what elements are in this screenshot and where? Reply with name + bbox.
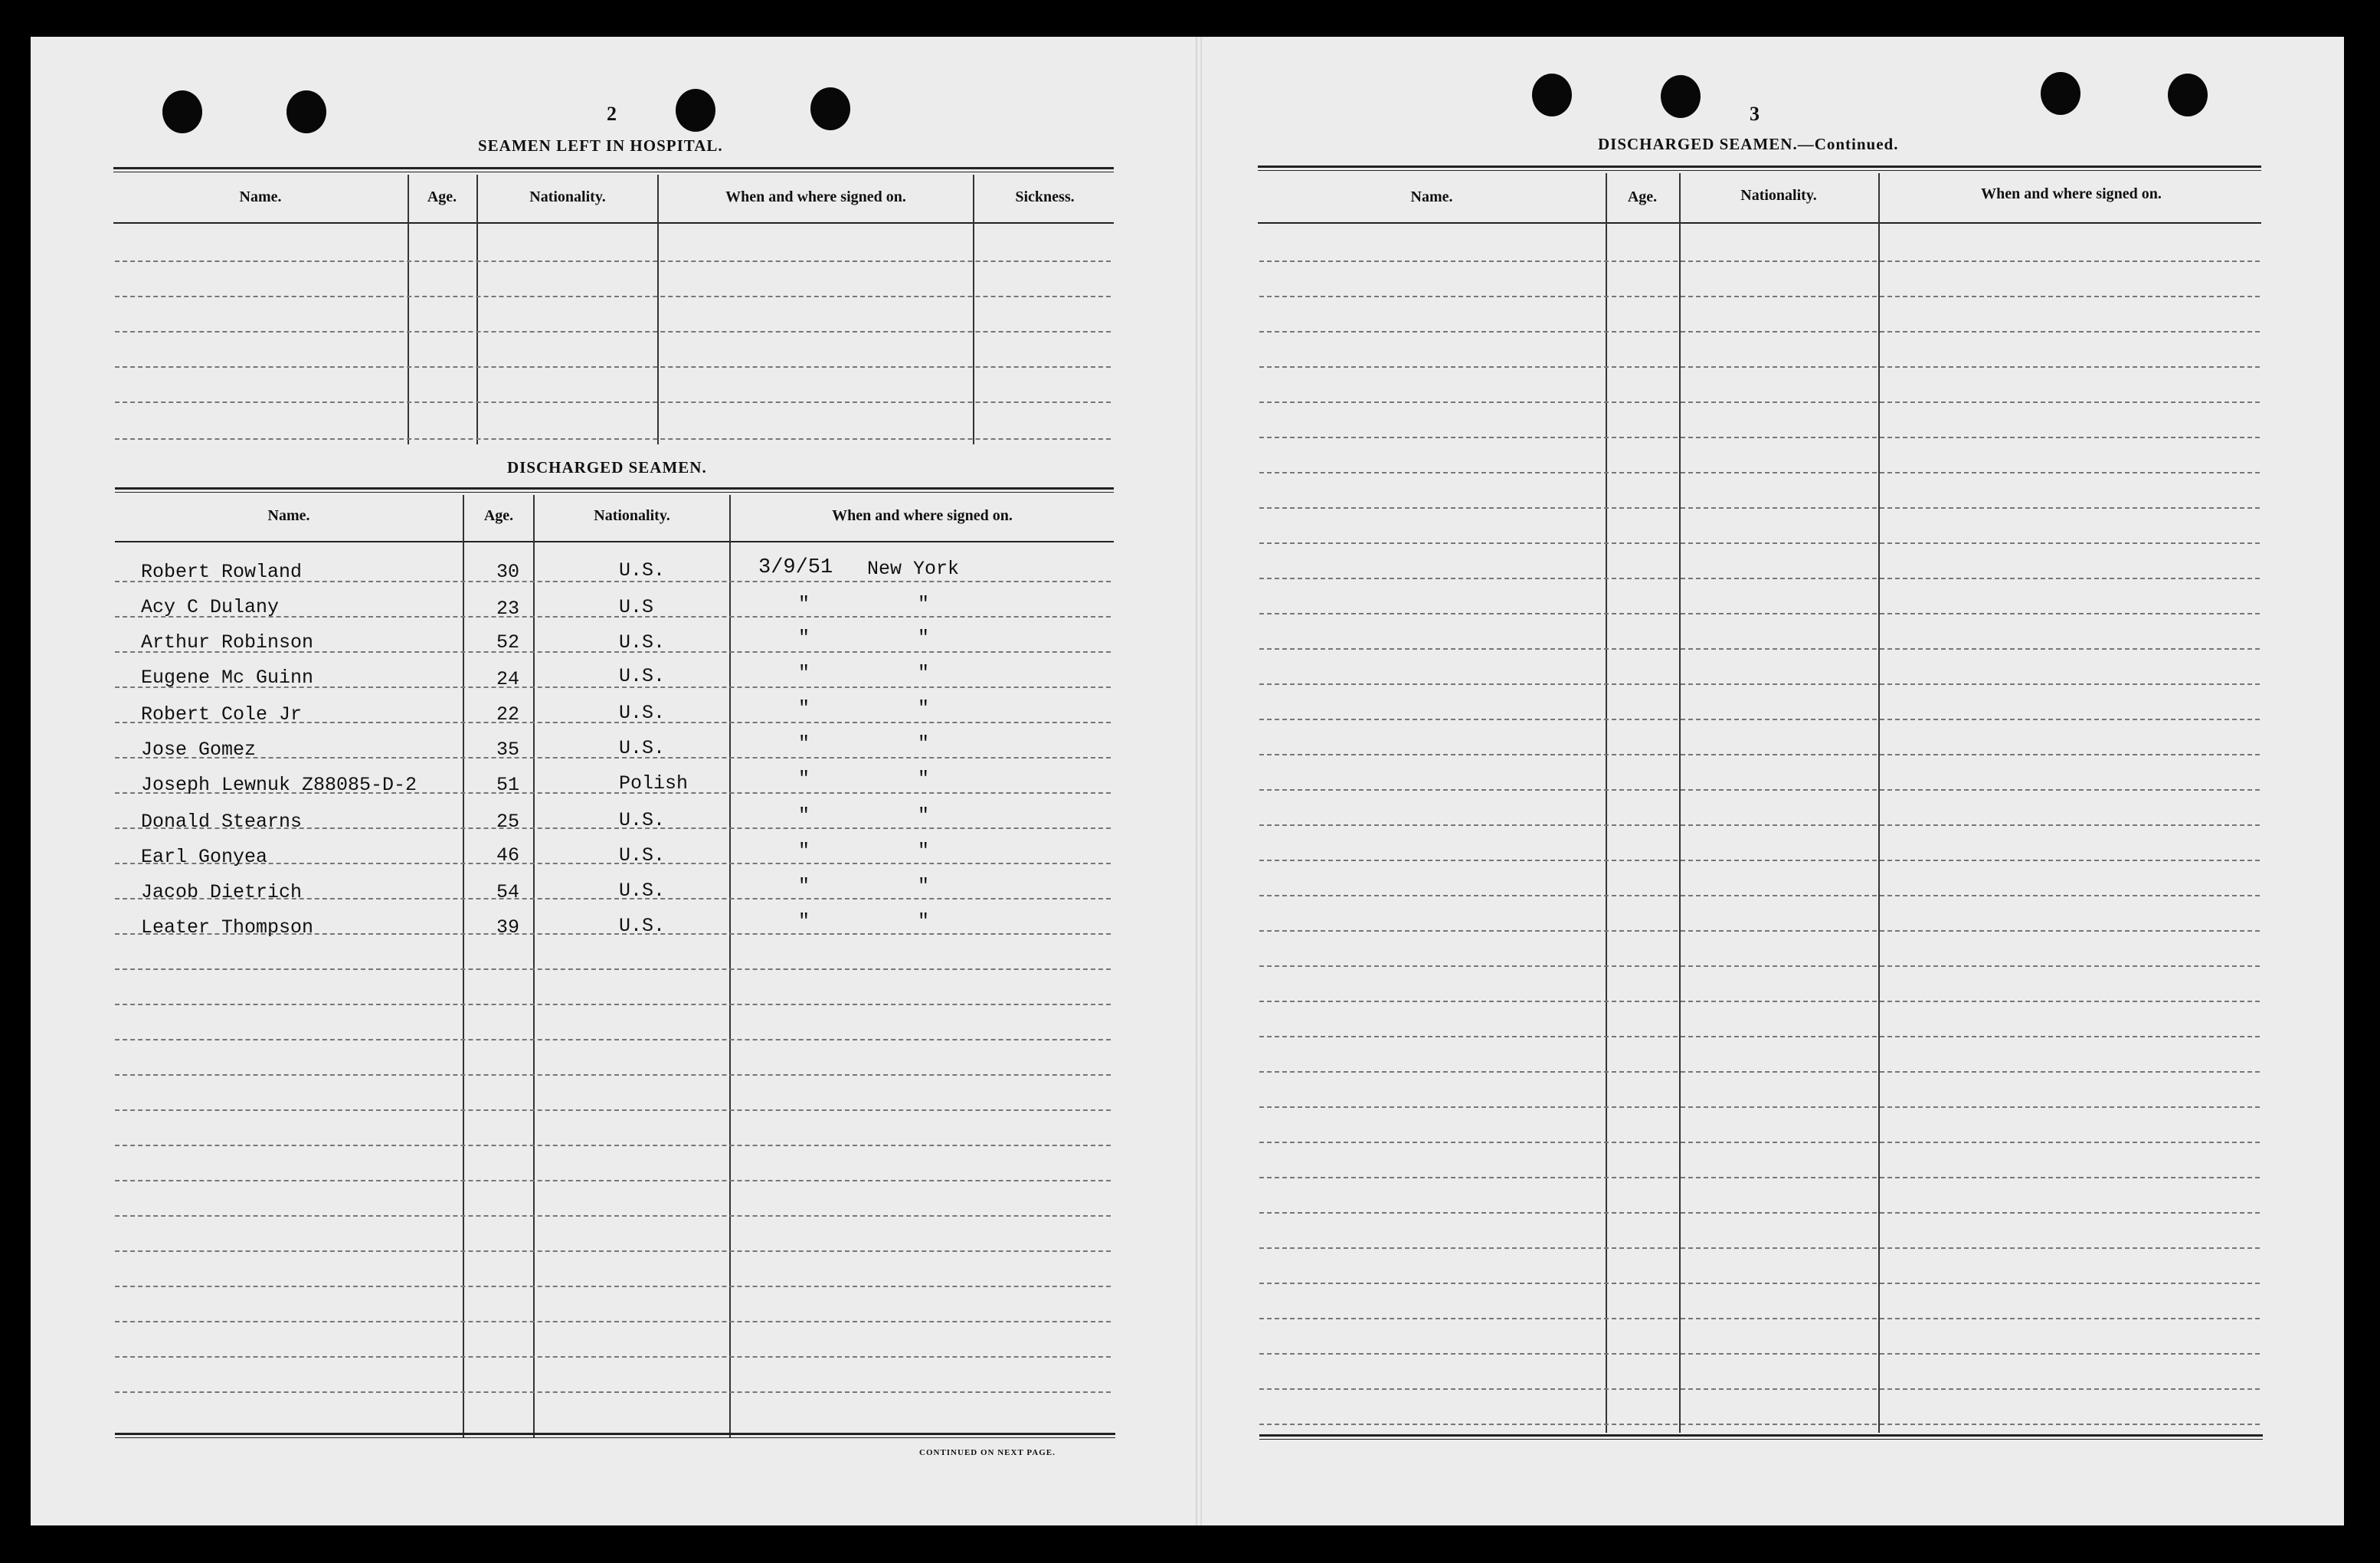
punch-hole xyxy=(286,90,326,133)
ruled-line xyxy=(115,757,1111,759)
seaman-nationality: U.S. xyxy=(619,559,666,582)
ruled-line xyxy=(115,1180,1111,1181)
right-header-rule xyxy=(1258,222,2261,224)
hospital-col-name: Name. xyxy=(239,188,282,205)
hospital-row-line xyxy=(115,260,1111,262)
ruled-line xyxy=(115,1215,1111,1217)
ruled-line xyxy=(1259,1318,2260,1319)
ruled-line xyxy=(1259,754,2260,755)
punch-hole xyxy=(810,87,850,130)
right-col-nationality: Nationality. xyxy=(1740,187,1817,204)
signed-on-date: " xyxy=(798,732,810,755)
ruled-line xyxy=(1259,1353,2260,1355)
seaman-nationality: U.S. xyxy=(619,809,666,831)
ruled-line xyxy=(115,1391,1111,1393)
discharged-divider xyxy=(533,495,535,1437)
ruled-line xyxy=(115,1109,1111,1111)
ruled-line xyxy=(1259,648,2260,650)
hospital-divider xyxy=(657,175,659,444)
seaman-name: Robert Cole Jr xyxy=(141,703,303,726)
right-section-title: DISCHARGED SEAMEN.—Continued. xyxy=(1598,135,1899,153)
punch-hole xyxy=(2041,72,2080,115)
page-fold xyxy=(1196,37,1202,1525)
right-divider xyxy=(1878,173,1880,1433)
discharged-col-signed-on: When and where signed on. xyxy=(832,507,1013,524)
right-bottom-rule xyxy=(1259,1434,2263,1440)
seaman-nationality: U.S. xyxy=(619,844,666,867)
discharged-divider xyxy=(463,495,464,1437)
ruled-line xyxy=(1259,895,2260,896)
seaman-name: Eugene Mc Guinn xyxy=(141,667,314,689)
punch-hole xyxy=(676,89,715,132)
ruled-line xyxy=(115,1286,1111,1287)
signed-on-date: " xyxy=(798,910,810,932)
ruled-line xyxy=(1259,260,2260,262)
hospital-divider xyxy=(476,175,478,444)
ruled-line xyxy=(115,1074,1111,1076)
ruled-line xyxy=(1259,1212,2260,1214)
signed-on-date: " xyxy=(798,840,810,862)
continued-note: CONTINUED ON NEXT PAGE. xyxy=(919,1448,1056,1457)
ruled-line xyxy=(1259,366,2260,368)
seaman-age: 23 xyxy=(496,598,520,620)
ruled-line xyxy=(1259,578,2260,579)
signed-on-date: " xyxy=(798,593,810,615)
hospital-row-line xyxy=(115,331,1111,333)
hospital-section-title: SEAMEN LEFT IN HOSPITAL. xyxy=(478,136,723,155)
signed-on-date: " xyxy=(798,768,810,790)
ruled-line xyxy=(115,1039,1111,1040)
seaman-age: 51 xyxy=(496,774,520,796)
ruled-line xyxy=(115,1321,1111,1322)
seaman-nationality: U.S. xyxy=(619,737,666,759)
seaman-nationality: U.S. xyxy=(619,880,666,902)
ruled-line xyxy=(1259,1106,2260,1108)
seaman-name: Jacob Dietrich xyxy=(141,881,303,903)
ruled-line xyxy=(1259,1071,2260,1073)
right-divider xyxy=(1679,173,1681,1433)
discharged-divider xyxy=(729,495,731,1437)
hospital-col-sickness: Sickness. xyxy=(1015,188,1075,205)
signed-on-place: " xyxy=(918,875,930,897)
hospital-divider xyxy=(973,175,974,444)
seaman-nationality: U.S xyxy=(619,596,654,618)
seaman-name: Donald Stearns xyxy=(141,811,303,833)
seaman-nationality: U.S. xyxy=(619,915,666,937)
hospital-col-nationality: Nationality. xyxy=(529,188,606,205)
seaman-age: 25 xyxy=(496,811,520,833)
hospital-top-rule xyxy=(113,167,1114,172)
ruled-line xyxy=(1259,437,2260,438)
punch-hole xyxy=(2168,74,2208,116)
ruled-line xyxy=(1259,930,2260,932)
page-number: 3 xyxy=(1750,103,1760,125)
right-divider xyxy=(1606,173,1607,1433)
punch-hole xyxy=(1661,75,1701,118)
ruled-line xyxy=(1259,1001,2260,1002)
seaman-age: 52 xyxy=(496,631,520,654)
ruled-line xyxy=(1259,472,2260,473)
hospital-divider xyxy=(408,175,409,444)
ruled-line xyxy=(1259,542,2260,544)
signed-on-date: " xyxy=(798,627,810,649)
ruled-line xyxy=(1259,824,2260,826)
signed-on-place: " xyxy=(918,627,930,649)
hospital-header-rule xyxy=(113,222,1114,224)
signed-on-place: " xyxy=(918,910,930,932)
ruled-line xyxy=(1259,1177,2260,1178)
ruled-line xyxy=(115,968,1111,970)
seaman-name: Earl Gonyea xyxy=(141,846,268,868)
ruled-line xyxy=(1259,613,2260,614)
signed-on-place: " xyxy=(918,768,930,790)
discharged-top-rule xyxy=(115,487,1114,493)
seaman-name: Acy C Dulany xyxy=(141,596,280,618)
signed-on-date: 3/9/51 xyxy=(758,556,833,579)
seaman-age: 24 xyxy=(496,668,520,690)
ruled-line xyxy=(1259,1388,2260,1390)
hospital-row-line xyxy=(115,438,1111,440)
hospital-col-signed-on: When and where signed on. xyxy=(725,188,906,205)
hospital-row-line xyxy=(115,366,1111,368)
signed-on-date: " xyxy=(798,804,810,827)
signed-on-place: " xyxy=(918,840,930,862)
seaman-age: 22 xyxy=(496,703,520,726)
signed-on-place: " xyxy=(918,732,930,755)
ruled-line xyxy=(1259,1247,2260,1249)
signed-on-date: " xyxy=(798,875,810,897)
signed-on-date: " xyxy=(798,662,810,684)
seaman-name: Arthur Robinson xyxy=(141,631,314,654)
discharged-bottom-rule xyxy=(115,1433,1115,1438)
seaman-nationality: U.S. xyxy=(619,631,666,654)
ruled-line xyxy=(1259,719,2260,720)
ruled-line xyxy=(1259,789,2260,791)
seaman-age: 30 xyxy=(496,561,520,583)
ruled-line xyxy=(1259,401,2260,403)
discharged-section-title: DISCHARGED SEAMEN. xyxy=(507,458,707,477)
right-col-age: Age. xyxy=(1627,188,1658,205)
hospital-row-line xyxy=(115,296,1111,297)
punch-hole xyxy=(1532,74,1572,116)
ruled-line xyxy=(115,1250,1111,1252)
ruled-line xyxy=(1259,1036,2260,1037)
seaman-age: 39 xyxy=(496,916,520,939)
ruled-line xyxy=(1259,331,2260,333)
ruled-line xyxy=(1259,860,2260,861)
seaman-name: Jose Gomez xyxy=(141,739,257,761)
seaman-age: 46 xyxy=(496,844,520,867)
seaman-age: 35 xyxy=(496,739,520,761)
seaman-nationality: U.S. xyxy=(619,702,666,724)
hospital-col-age: Age. xyxy=(427,188,457,205)
ruled-line xyxy=(1259,965,2260,967)
ruled-line xyxy=(115,1145,1111,1146)
seaman-name: Joseph Lewnuk Z88085-D-2 xyxy=(141,774,417,796)
punch-hole xyxy=(162,90,202,133)
discharged-col-nationality: Nationality. xyxy=(594,507,670,524)
signed-on-place: " xyxy=(918,593,930,615)
right-col-signed-on: When and where signed on. xyxy=(1981,185,2162,202)
ruled-line xyxy=(115,1004,1111,1005)
ruled-line xyxy=(1259,507,2260,509)
hospital-row-line xyxy=(115,401,1111,403)
discharged-col-name: Name. xyxy=(267,507,310,524)
signed-on-place: " xyxy=(918,697,930,719)
discharged-col-age: Age. xyxy=(483,507,514,524)
seaman-nationality: Polish xyxy=(619,772,689,795)
seaman-name: Robert Rowland xyxy=(141,561,303,583)
ruled-line xyxy=(115,1356,1111,1358)
seaman-nationality: U.S. xyxy=(619,665,666,687)
signed-on-place: New York xyxy=(867,558,960,580)
seaman-age: 54 xyxy=(496,881,520,903)
seaman-name: Leater Thompson xyxy=(141,916,314,939)
signed-on-place: " xyxy=(918,804,930,827)
ruled-line xyxy=(1259,1142,2260,1143)
ruled-line xyxy=(1259,296,2260,297)
signed-on-place: " xyxy=(918,662,930,684)
ruled-line xyxy=(1259,1424,2260,1425)
ruled-line xyxy=(1259,683,2260,685)
ruled-line xyxy=(1259,1283,2260,1284)
discharged-header-rule xyxy=(115,541,1114,542)
right-col-name: Name. xyxy=(1410,188,1453,205)
page-number: 2 xyxy=(607,103,617,125)
right-top-rule xyxy=(1258,165,2261,171)
signed-on-date: " xyxy=(798,697,810,719)
